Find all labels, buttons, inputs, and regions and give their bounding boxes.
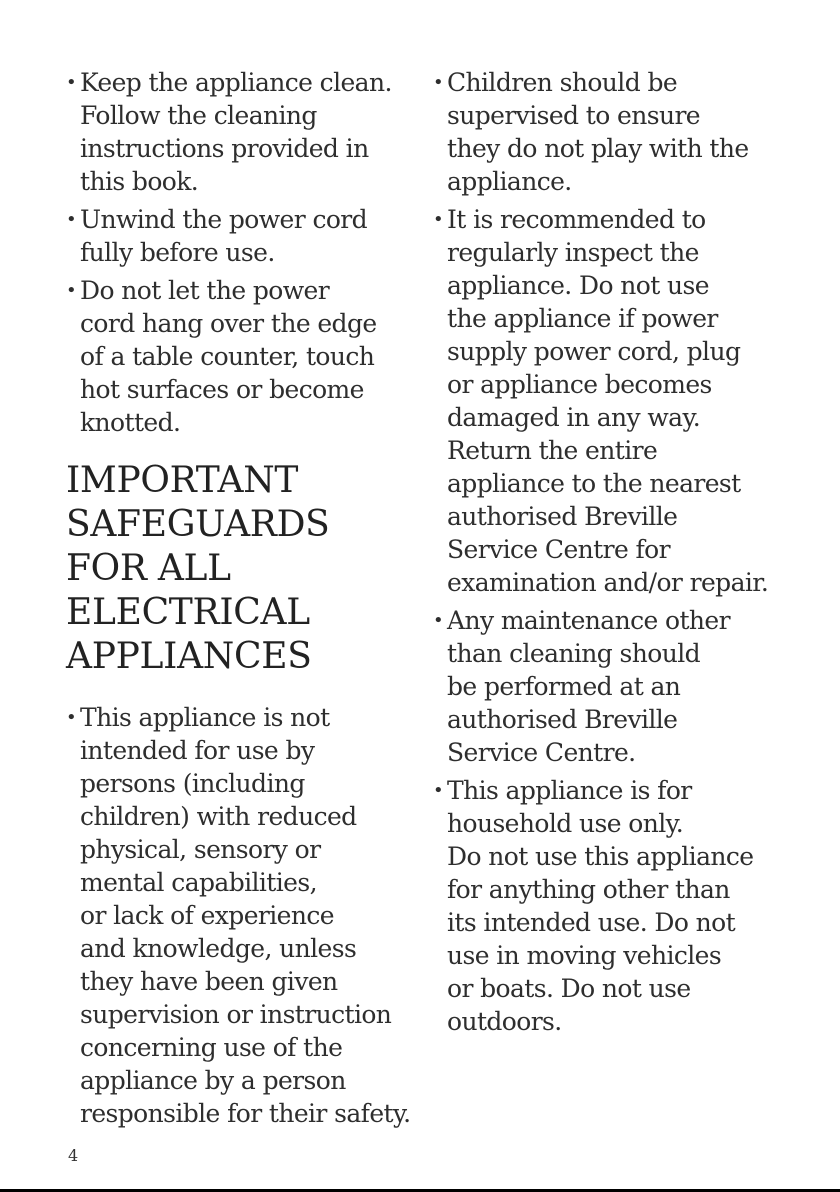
bullet-line: or appliance becomes bbox=[447, 370, 712, 399]
bullet-item bbox=[433, 604, 793, 769]
heading-line: IMPORTANT bbox=[66, 460, 299, 501]
bullet-line: Return the entire bbox=[447, 436, 658, 465]
bullet-line: regularly inspect the bbox=[447, 238, 699, 267]
bullet-line: hot surfaces or become bbox=[80, 375, 364, 404]
bullet-line: • This appliance is for bbox=[447, 776, 692, 805]
bullet-line: • Unwind the power cord bbox=[80, 205, 368, 234]
bullet-line: the appliance if power bbox=[447, 304, 718, 333]
bullet-line: this book. bbox=[80, 167, 199, 196]
bullet-line: knotted. bbox=[80, 408, 181, 437]
bullet-line: they have been given bbox=[80, 967, 338, 996]
bullet-line: appliance. bbox=[447, 167, 572, 196]
bullet-line: appliance. Do not use bbox=[447, 271, 709, 300]
heading-line: SAFEGUARDS bbox=[66, 504, 330, 545]
bullet-line: • It is recommended to bbox=[447, 205, 706, 234]
bullet-line: • Children should be bbox=[447, 68, 678, 97]
bullet-line: authorised Breville bbox=[447, 502, 678, 531]
bullet-line: household use only. bbox=[447, 809, 684, 838]
heading-line: APPLIANCES bbox=[66, 636, 312, 677]
section-heading bbox=[66, 459, 416, 679]
bullet-list-bottom bbox=[66, 701, 416, 1130]
bullet-item bbox=[433, 203, 793, 599]
bullet-line: supervision or instruction bbox=[80, 1000, 392, 1029]
bullet-line: its intended use. Do not bbox=[447, 908, 736, 937]
bullet-line: they do not play with the bbox=[447, 134, 749, 163]
bullet-line: be performed at an bbox=[447, 672, 681, 701]
bullet-line: • This appliance is not bbox=[80, 703, 330, 732]
bullet-item bbox=[66, 66, 416, 198]
bullet-line: Follow the cleaning bbox=[80, 101, 317, 130]
left-column bbox=[66, 66, 416, 1135]
heading-line: ELECTRICAL bbox=[66, 592, 310, 633]
bullet-line: authorised Breville bbox=[447, 705, 678, 734]
bullet-line: supervised to ensure bbox=[447, 101, 700, 130]
bullet-line: concerning use of the bbox=[80, 1033, 343, 1062]
bullet-line: use in moving vehicles bbox=[447, 941, 722, 970]
right-column bbox=[433, 66, 793, 1043]
bullet-line: outdoors. bbox=[447, 1007, 562, 1036]
bullet-item bbox=[66, 203, 416, 269]
bullet-item bbox=[66, 274, 416, 439]
bullet-line: instructions provided in bbox=[80, 134, 369, 163]
bullet-line: physical, sensory or bbox=[80, 835, 321, 864]
bullet-line: • Do not let the power bbox=[80, 276, 330, 305]
bullet-line: damaged in any way. bbox=[447, 403, 701, 432]
bullet-line: responsible for their safety. bbox=[80, 1099, 411, 1128]
bullet-line: mental capabilities, bbox=[80, 868, 317, 897]
bullet-line: fully before use. bbox=[80, 238, 275, 267]
bullet-list-right bbox=[433, 66, 793, 1038]
bullet-line: Service Centre. bbox=[447, 738, 636, 767]
bullet-line: or boats. Do not use bbox=[447, 974, 691, 1003]
heading-line: FOR ALL bbox=[66, 548, 231, 589]
bullet-line: • Any maintenance other bbox=[447, 606, 730, 635]
bullet-line: of a table counter, touch bbox=[80, 342, 375, 371]
bullet-line: than cleaning should bbox=[447, 639, 701, 668]
bullet-line: and knowledge, unless bbox=[80, 934, 357, 963]
bullet-line: examination and/or repair. bbox=[447, 568, 769, 597]
bullet-line: cord hang over the edge bbox=[80, 309, 377, 338]
bullet-line: appliance by a person bbox=[80, 1066, 346, 1095]
bullet-line: Service Centre for bbox=[447, 535, 670, 564]
bullet-line: intended for use by bbox=[80, 736, 315, 765]
bullet-line: • Keep the appliance clean. bbox=[80, 68, 392, 97]
bullet-line: appliance to the nearest bbox=[447, 469, 741, 498]
bullet-line: supply power cord, plug bbox=[447, 337, 741, 366]
bullet-list-top bbox=[66, 66, 416, 439]
bullet-item bbox=[66, 701, 416, 1130]
bullet-item bbox=[433, 774, 793, 1038]
bullet-line: children) with reduced bbox=[80, 802, 357, 831]
bullet-line: for anything other than bbox=[447, 875, 730, 904]
bullet-line: or lack of experience bbox=[80, 901, 334, 930]
bullet-line: Do not use this appliance bbox=[447, 842, 754, 871]
bullet-line: persons (including bbox=[80, 769, 305, 798]
bullet-item bbox=[433, 66, 793, 198]
page-number: 4 bbox=[68, 1146, 79, 1165]
